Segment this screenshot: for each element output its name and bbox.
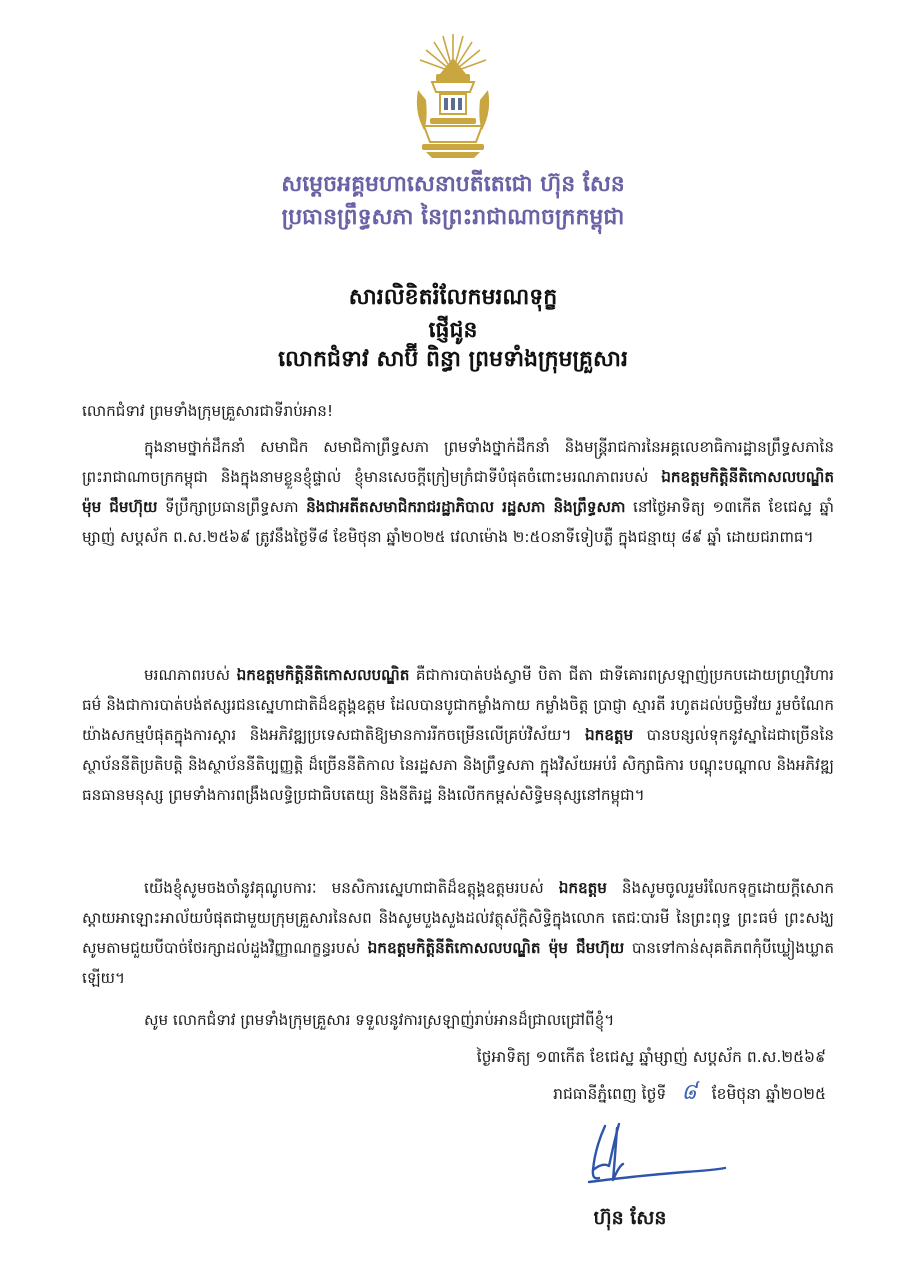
header-position: ប្រធានព្រឹទ្ធសភា នៃព្រះរាជាណាចក្រកម្ពុជា xyxy=(281,205,625,230)
deceased-name: ឯកឧត្តមកិត្តិនីតិកោសលបណ្ឌិត ម៉ុម ជឹមហ៊ុយ xyxy=(367,939,625,957)
greeting: លោកជំទាវ ព្រមទាំងក្រុមគ្រួសារជាទីរាប់អាន! xyxy=(82,402,334,420)
paragraph-1-text: ទីប្រឹក្សាប្រធានព្រឹទ្ធសភា xyxy=(157,498,307,516)
place-date xyxy=(553,1078,826,1110)
deceased-honorific: ឯកឧត្តមកិត្តិនីតិកោសលបណ្ឌិត xyxy=(236,666,410,684)
senate-emblem-icon xyxy=(410,30,496,160)
paragraph-2-text: មរណភាពរបស់ xyxy=(144,666,237,684)
paragraph-1-text: នៅថ្ងៃអាទិត្យ ១៣កើត ខែជេស្ឋ ឆ្នាំម្សាញ់ សប្តស័ក ព.ស.២៥៦៩ ត្រូវនឹងថ្ងៃទី៨ ខែមិថុនា ឆ្នាំ២០២៥ វេលាម៉ោង ២:៥០នាទីទៀបភ្លឺ ក្នុងជន្មាយុ ៨៩ ឆ្នាំ ដោយជរាពាធ។ xyxy=(82,498,835,546)
handwritten-signature-icon xyxy=(575,1118,745,1208)
paragraph-3-text: និងសូមចូលរួមរំលែកទុក្ខដោយក្តីសោកស្តាយអាឡោះអាល័យបំផុតជាមួយក្រុមគ្រួសារនៃសព និងសូមបួងសួងដល់វត្ថុស័ក្តិសិទ្ធិក្នុងលោក តេជៈបារមី នៃព្រះពុទ្ធ ព្រះធម៌ ព្រះសង្ឃ សូមតាមជួយបីបាច់ថែរក្សាដល់ដួងវិញ្ញាណក្ខន្ធរបស់ xyxy=(82,879,834,957)
place-date-suffix: ខែមិថុនា ឆ្នាំ២០២៥ xyxy=(706,1085,826,1103)
place-date-prefix: រាជធានីភ្នំពេញ ថ្ងៃទី xyxy=(553,1085,667,1103)
signer-name: ហ៊ុន សែន xyxy=(593,1207,667,1229)
paragraph-2-text: បានបន្សល់ទុកនូវស្នាដៃជាច្រើននៃស្ថាប័ននីតិប្រតិបត្តិ និងស្ថាប័ននីតិប្បញ្ញត្តិ ដ៏ច្រើននីតិកាល នៃរដ្ឋសភា និងព្រឹទ្ធសភា ក្នុងវិស័យអប់រំ សិក្សាធិការ បណ្តុះបណ្តាល និងអភិវឌ្ឍធនធានមនុស្ស ព្រមទាំងការពង្រឹងលទ្ធិប្រជាធិបតេយ្យ និងនីតិរដ្ឋ និងលើកកម្ពស់សិទ្ធិមនុស្សនៅកម្ពុជា។ xyxy=(82,726,835,804)
paragraph-3 xyxy=(82,873,834,993)
header-name: សម្តេចអគ្គមហាសេនាបតីតេជោ ហ៊ុន សែន xyxy=(281,172,625,197)
paragraph-1 xyxy=(82,432,834,552)
paragraph-2 xyxy=(82,660,834,810)
paragraph-2-text: គឺជាការបាត់បង់ស្វាមី បិតា ជីតា ជាទីគោរពស្រឡាញ់ប្រកបដោយព្រហ្មវិហារធម៌ និងជាការបាត់បង់ឥស្សរជនស្នេហាជាតិដ៏ឧត្តុង្គឧត្តម ដែលបានបូជាកម្លាំងកាយ កម្លាំងចិត្ត ប្រាជ្ញា ស្មារតី រហូតដល់បច្ឆិមវ័យ រួមចំណែកយ៉ាងសកម្មបំផុតក្នុងការស្តារ និងអភិវឌ្ឍប្រទេសជាតិឱ្យមានការរីកចម្រើនលើគ្រប់វិស័យ។ xyxy=(82,666,834,744)
handwritten-day: ៨ xyxy=(681,1080,697,1105)
paragraph-3-text: យើងខ្ញុំសូមចងចាំនូវគុណូបការៈ មនសិការស្នេហាជាតិដ៏ឧត្តុង្គឧត្តមរបស់ xyxy=(144,879,559,897)
deceased-name: ឯកឧត្តមកិត្តិនីតិកោសលបណ្ឌិត ម៉ុម ជឹមហ៊ុយ xyxy=(82,468,834,516)
letter-title: សារលិខិតរំលែកមរណទុក្ខ xyxy=(348,285,558,310)
letter-recipient: លោកជំទាវ សាប៊ី ពិន្ធា ព្រមទាំងក្រុមគ្រួសារ xyxy=(278,347,628,372)
deceased-titles: និងជាអតីតសមាជិករាជរដ្ឋាភិបាល រដ្ឋសភា និងព្រឹទ្ធសភា xyxy=(306,498,626,516)
paragraph-3-text: បានទៅកាន់សុគតិភពកុំបីឃ្លៀងឃ្លាតឡើយ។ xyxy=(82,939,834,987)
honorific-short: ឯកឧត្តម xyxy=(584,726,634,744)
closing-paragraph: សូម លោកជំទាវ ព្រមទាំងក្រុមគ្រួសារ ទទួលនូវការស្រឡាញ់រាប់អានដ៏ជ្រាលជ្រៅពីខ្ញុំ។ xyxy=(144,1011,615,1029)
letter-title-sent-to: ផ្ញើជូន xyxy=(428,318,478,343)
honorific-short: ឯកឧត្តម xyxy=(558,879,607,897)
lunar-date: ថ្ងៃអាទិត្យ ១៣កើត ខែជេស្ឋ ឆ្នាំម្សាញ់ សប្តស័ក ព.ស.២៥៦៩ xyxy=(476,1048,826,1066)
paragraph-1-text: ក្នុងនាមថ្នាក់ដឹកនាំ សមាជិក សមាជិកាព្រឹទ្ធសភា ព្រមទាំងថ្នាក់ដឹកនាំ និងមន្ត្រីរាជការនៃអគ្គលេខាធិការដ្ឋានព្រឹទ្ធសភានៃព្រះរាជាណាចក្រកម្ពុជា និងក្នុងនាមខ្លួនខ្ញុំផ្ទាល់ ខ្ញុំមានសេចក្តីក្រៀមក្រំជាទីបំផុតចំពោះមរណភាពរបស់ xyxy=(82,438,834,486)
